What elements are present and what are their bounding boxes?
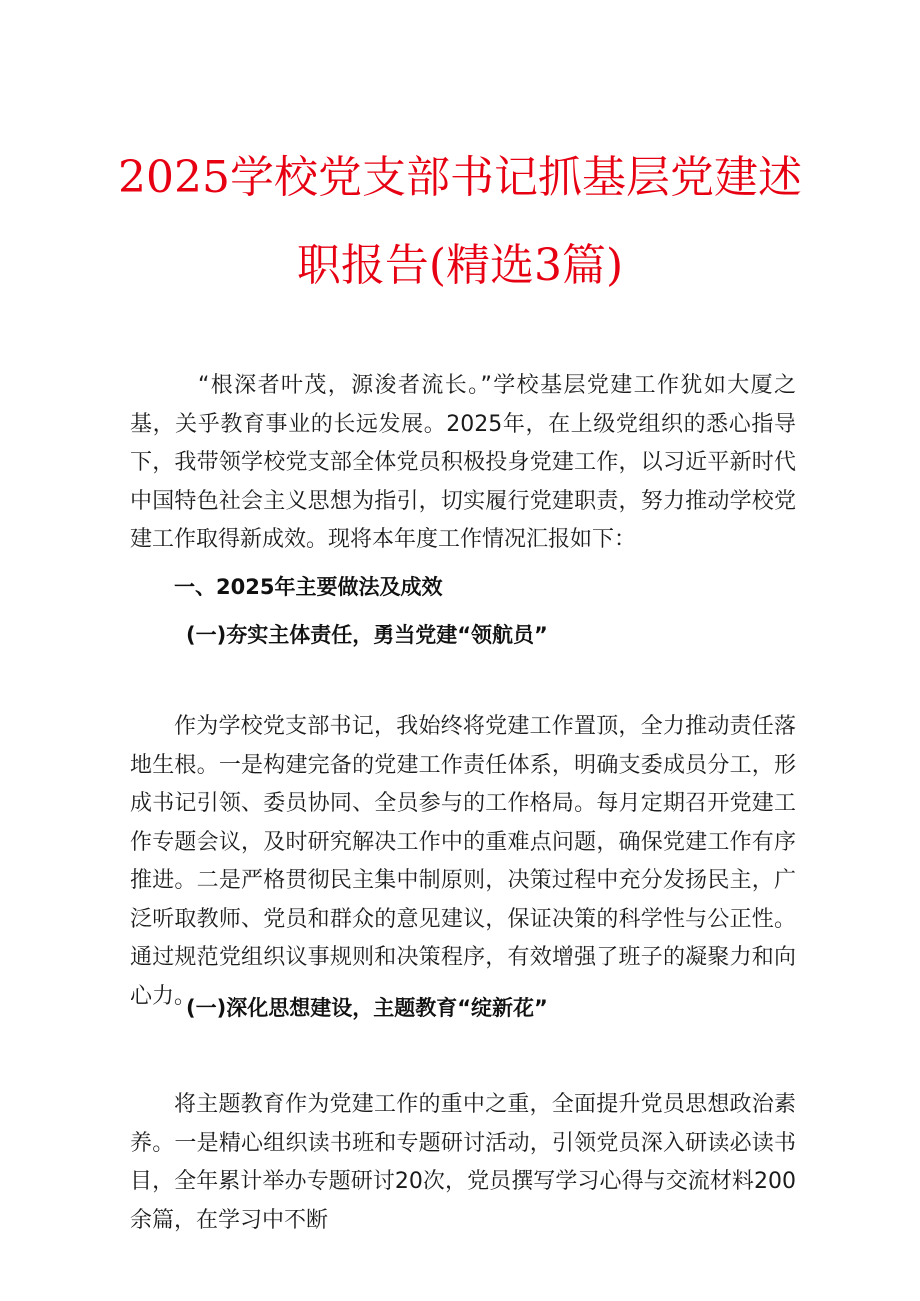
intro-paragraph: “根深者叶茂，源浚者流长。”学校基层党建工作犹如大厦之基，关乎教育事业的长远发展。2025年，在上级党组织的悉心指导下，我带领学校党支部全体党员积极投身党建工作，以习近平新时代中国特色社会主义思想为指引，切实履行党建职责，努力推动学校党建工作取得新成效。现将本年度工作情况汇报如下： — [130, 373, 796, 552]
subsection-heading-1: (一)夯实主体责任，勇当党建“领航员” — [186, 623, 548, 647]
subsection-1-paragraph: 作为学校党支部书记，我始终将党建工作置顶，全力推动责任落地生根。一是构建完备的党建工作责任体系，明确支委成员分工，形成书记引领、委员协同、全员参与的工作格局。每月定期召开党建工作专题会议，及时研究解决工作中的重难点问题，确保党建工作有序推进。二是严格贯彻民主集中制原则，决策过程中充分发扬民主，广泛听取教师、党员和群众的意见建议，保证决策的科学性与公正性。通过规范党组织议事规则和决策程序，有效增强了班子的凝聚力和向心力。 — [130, 714, 796, 1009]
document-title-line-2: 职报告(精选3篇) — [296, 240, 624, 291]
section-heading-1: 一、2025年主要做法及成效 — [174, 575, 443, 599]
document-title-line-1: 2025学校党支部书记抓基层党建述 — [118, 152, 802, 203]
subsection-heading-2: (一)深化思想建设，主题教育“绽新花” — [186, 996, 548, 1020]
subsection-2-paragraph: 将主题教育作为党建工作的重中之重，全面提升党员思想政治素养。一是精心组织读书班和专题研讨活动，引领党员深入研读必读书目，全年累计举办专题研讨20次，党员撰写学习心得与交流材料200余篇，在学习中不断 — [130, 1092, 796, 1233]
